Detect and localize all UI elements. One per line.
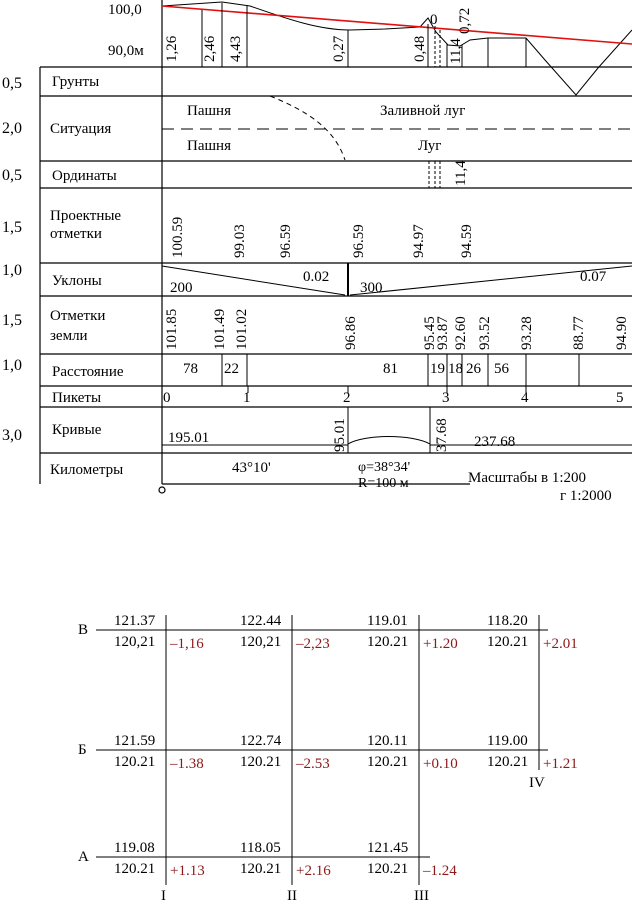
grid-bottom-value: 120.21 <box>367 754 409 770</box>
grid-top-value: 121.45 <box>367 840 409 856</box>
grid-difference: –1.24 <box>423 863 457 879</box>
grid-row-label: Б <box>78 742 87 758</box>
curve-tangent-1: 95.01 <box>332 418 348 452</box>
grid-difference: +1.21 <box>543 756 578 772</box>
grid-bottom-value: 120.21 <box>487 754 529 770</box>
row-title-ordinates: Ординаты <box>52 168 117 184</box>
distance: 78 <box>183 361 198 377</box>
distance-dividers <box>222 354 579 386</box>
design-mark: 94.59 <box>459 224 475 258</box>
design-mark: 100.59 <box>170 216 186 258</box>
grid-row-label: А <box>78 849 89 865</box>
picket-ticks <box>248 386 526 393</box>
row-title-situation: Ситуация <box>50 121 112 137</box>
grid-cells <box>78 613 578 904</box>
grid-top-value: 120.11 <box>367 733 408 749</box>
row-title-ground-2: земли <box>50 328 88 344</box>
grid-difference: +2.01 <box>543 636 578 652</box>
slope-value: 0.07 <box>580 269 607 285</box>
grid-difference: –1,16 <box>170 636 204 652</box>
design-mark: 96.59 <box>351 224 367 258</box>
distance: 56 <box>494 361 509 377</box>
plowland-boundary <box>270 96 345 160</box>
grid-bottom-value: 120.21 <box>114 754 156 770</box>
meadow-top: Заливной луг <box>380 103 466 119</box>
depth-label: 0,27 <box>331 35 347 62</box>
row-titles <box>50 74 124 478</box>
row-title-distance: Расстояние <box>52 364 124 380</box>
slope-length: 300 <box>360 280 383 296</box>
row-title-soils: Грунты <box>52 74 100 90</box>
row-height: 0,5 <box>2 75 22 92</box>
elevation-100: 100,0 <box>108 2 142 18</box>
grid-difference: –1.38 <box>170 756 204 772</box>
scale-horizontal: Масштабы в 1:200 <box>468 470 587 486</box>
zero-label: 0 <box>430 12 438 28</box>
ground-mark: 96.86 <box>343 316 359 350</box>
row-title-slopes: Уклоны <box>52 273 102 289</box>
grid-top-value: 119.08 <box>114 840 155 856</box>
depth-labels <box>164 35 464 64</box>
curve-tangent-2: 37.68 <box>434 418 450 452</box>
km-phi: φ=38°34' <box>358 460 411 475</box>
picket: 4 <box>521 390 529 406</box>
grid-bottom-value: 120,21 <box>240 634 282 650</box>
grid-difference: +2.16 <box>296 863 331 879</box>
grid-bottom-value: 120,21 <box>114 634 156 650</box>
row-height: 2,0 <box>2 120 22 137</box>
grid-bottom-value: 120.21 <box>240 754 282 770</box>
distance: 81 <box>383 361 398 377</box>
meadow-bottom: Луг <box>418 138 442 154</box>
ground-mark: 101.49 <box>212 308 228 350</box>
row-height-labels <box>2 75 22 444</box>
picket: 3 <box>442 390 450 406</box>
ground-mark: 88.77 <box>571 316 587 350</box>
plowland-bottom: Пашня <box>187 138 231 154</box>
ground-marks <box>164 309 630 350</box>
ground-mark: 94.90 <box>614 316 630 350</box>
ground-mark: 93.52 <box>477 316 493 350</box>
row-title-design: Проектные <box>50 208 122 224</box>
slopes-row <box>162 263 632 296</box>
grid-top-value: 119.01 <box>367 613 408 629</box>
design-marks <box>170 217 475 258</box>
grid-bottom-value: 120.21 <box>114 861 156 877</box>
pickets <box>163 390 624 406</box>
design-mark: 94.97 <box>411 224 427 258</box>
grid-row-label: В <box>78 622 89 638</box>
grid-bottom-value: 120.21 <box>367 861 409 877</box>
depth-label: 4,43 <box>228 35 244 62</box>
grid-difference: +0.10 <box>423 756 458 772</box>
grid-bottom-value: 120.21 <box>240 861 282 877</box>
row-height: 1,0 <box>2 357 22 374</box>
row-height: 1,5 <box>2 219 22 236</box>
row-height: 1,5 <box>2 312 22 329</box>
ordinate-072-label: 0,72 <box>457 7 473 34</box>
picket: 5 <box>616 390 624 406</box>
distances <box>183 361 510 377</box>
grid-bottom-value: 120.21 <box>487 634 529 650</box>
ground-mark: 101.02 <box>234 308 250 350</box>
row-title-curves: Кривые <box>52 422 102 438</box>
picket: 0 <box>163 390 171 406</box>
design-mark: 96.59 <box>278 224 294 258</box>
grid-top-value: 121.37 <box>114 613 156 629</box>
curve-row <box>162 407 632 453</box>
row-height: 3,0 <box>2 427 22 444</box>
grid-col-label: II <box>287 888 297 904</box>
grid-top-value: 122.74 <box>240 733 282 749</box>
row-title-pickets: Пикеты <box>52 390 102 406</box>
curve-before: 195.01 <box>168 430 210 446</box>
grid-top-value: 122.44 <box>240 613 282 629</box>
picket: 2 <box>343 390 351 406</box>
grid-col-label: IV <box>529 775 545 791</box>
depth-label: 0,48 <box>412 35 428 62</box>
row-title-km: Километры <box>50 462 124 478</box>
grid-top-value: 119.00 <box>487 733 528 749</box>
scale-vertical: г 1:2000 <box>560 488 612 504</box>
grid-lines <box>96 615 548 885</box>
distance: 18 <box>448 361 463 377</box>
row-height: 1,0 <box>2 262 22 279</box>
grid-top-value: 118.20 <box>487 613 528 629</box>
grid-top-value: 121.59 <box>114 733 156 749</box>
grid-difference: +1.13 <box>170 863 205 879</box>
ground-mark: 101.85 <box>164 308 180 350</box>
curve-after: 237.68 <box>474 434 516 450</box>
row-title-ground: Отметки <box>50 308 106 324</box>
ordinate-value: 11,4 <box>453 160 469 186</box>
slope-value: 0.02 <box>303 269 330 285</box>
ground-mark: 92.60 <box>453 316 469 350</box>
km-angle: 43°10' <box>232 460 271 476</box>
grid-col-label: III <box>414 888 429 904</box>
distance: 26 <box>466 361 481 377</box>
grid-top-value: 118.05 <box>240 840 281 856</box>
grid-col-label: I <box>161 888 166 904</box>
depth-label: 11,4 <box>448 38 464 64</box>
grid-difference: –2,23 <box>296 636 330 652</box>
km-post-marker <box>159 487 165 493</box>
ground-mark: 95.45 <box>422 316 438 350</box>
plowland-top: Пашня <box>187 103 231 119</box>
distance: 22 <box>224 361 239 377</box>
grid-bottom-value: 120.21 <box>367 634 409 650</box>
slope-length: 200 <box>170 280 193 296</box>
depth-label: 2,46 <box>202 35 218 62</box>
picket: 1 <box>243 390 251 406</box>
km-radius: R=100 м <box>358 476 409 491</box>
grid-difference: –2.53 <box>296 756 330 772</box>
grid-difference: +1.20 <box>423 636 458 652</box>
elevation-90: 90,0м <box>108 43 144 59</box>
row-title-design-2: отметки <box>50 226 102 242</box>
ground-mark: 93.28 <box>519 316 535 350</box>
ground-mark: 93.87 <box>435 316 451 350</box>
design-mark: 99.03 <box>232 224 248 258</box>
distance: 19 <box>430 361 445 377</box>
row-height: 0,5 <box>2 167 22 184</box>
depth-label: 1,26 <box>164 35 180 62</box>
